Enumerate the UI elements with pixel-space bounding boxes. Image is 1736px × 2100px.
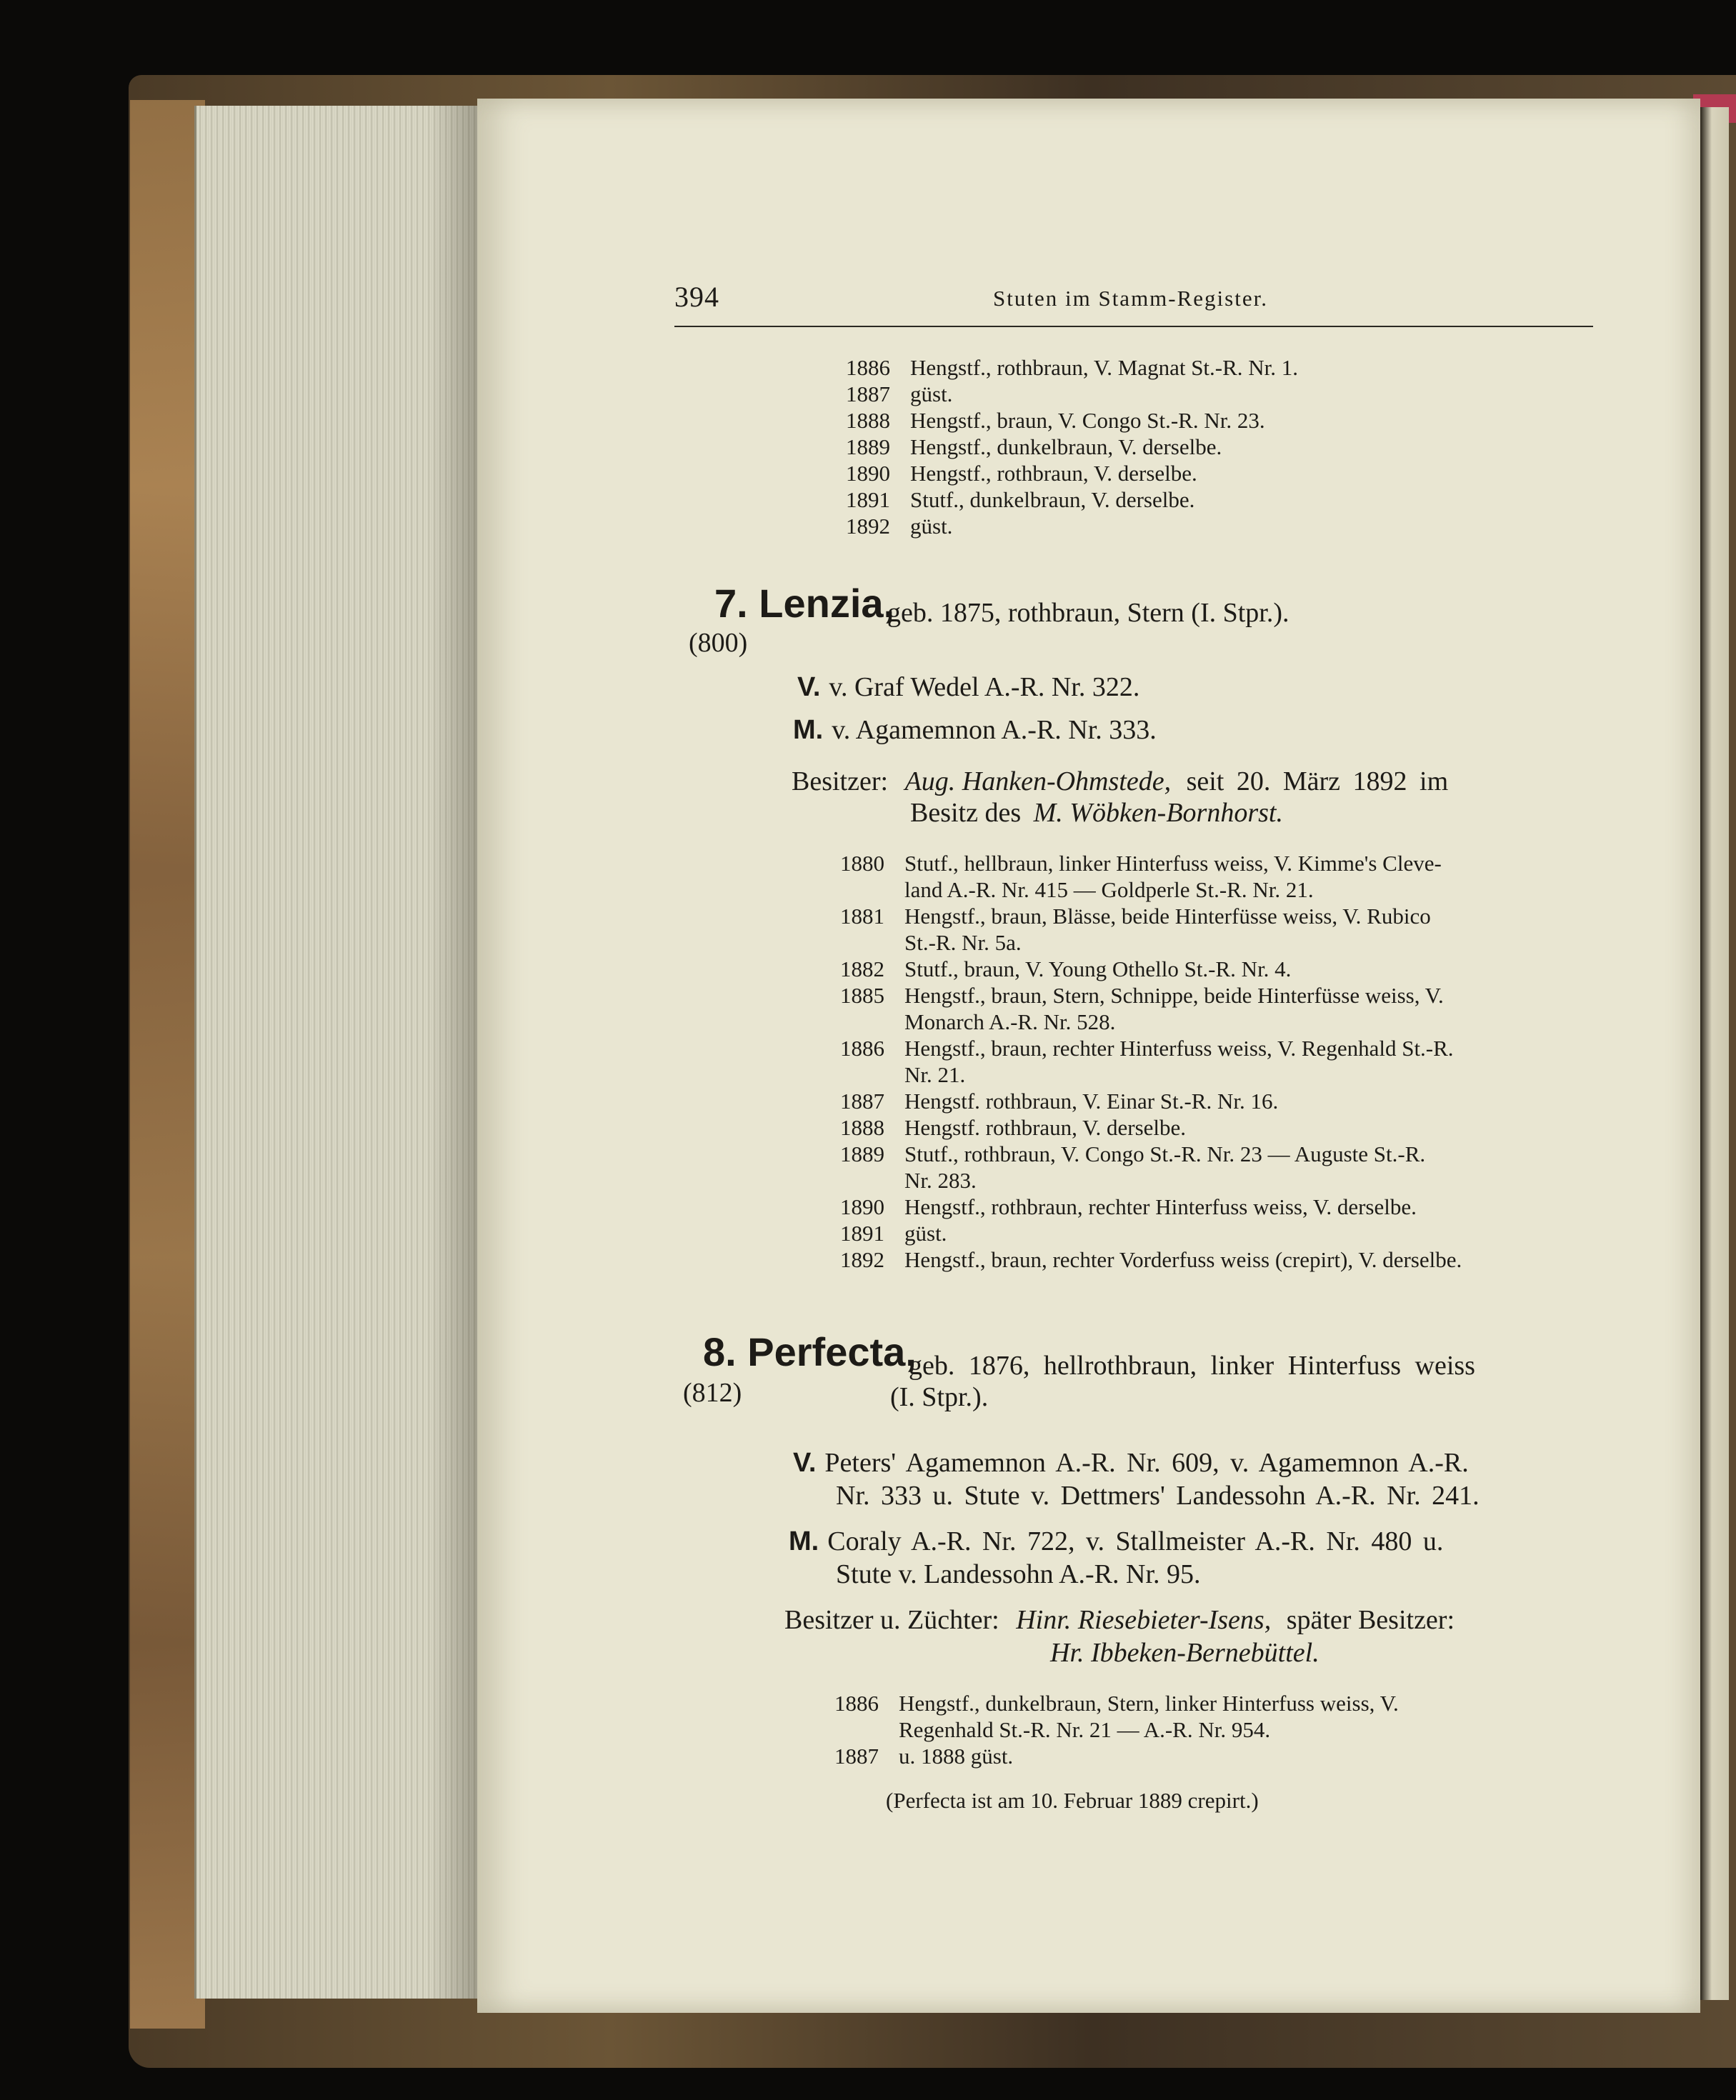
mare-8-description-cont: (I. Stpr.). (890, 1382, 989, 1412)
list-item: 1880 Stutf., hellbraun, linker Hinterfuss weiss, V. Kimme's Cleve- land A.-R. Nr. 415 — Goldperle St.-R. Nr. 21. (840, 851, 1442, 902)
list-item: 1888 Hengstf. rothbraun, V. derselbe. (840, 1115, 1187, 1140)
list-item: 1882 Stutf., braun, V. Young Othello St.-R. Nr. 4. (840, 956, 1292, 981)
mare-7-owner: Besitzer: Aug. Hanken-Ohmstede, seit 20. März 1892 im (792, 766, 1449, 796)
mare-8-dam-line2: Stute v. Landessohn A.-R. Nr. 95. (836, 1559, 1201, 1589)
list-item: 1892 güst. (846, 514, 953, 539)
mare-8-dam: M. Coraly A.-R. Nr. 722, v. Stallmeister A.-R. Nr. 480 u. (789, 1526, 1444, 1556)
mare-7-heading: 7. Lenzia, (714, 581, 895, 626)
running-title: Stuten im Stamm-Register. (993, 286, 1268, 311)
list-item: 1890 Hengstf., rothbraun, V. derselbe. (846, 461, 1197, 486)
mare-7-register-number: (800) (689, 628, 748, 658)
mare-8-register-number: (812) (683, 1378, 742, 1408)
list-item: 1887 güst. (846, 381, 953, 406)
header-rule (674, 326, 1593, 327)
list-item: 1885 Hengstf., braun, Stern, Schnippe, beide Hinterfüsse weiss, V. Monarch A.-R. Nr. 528. (840, 983, 1444, 1034)
list-item: 1886 Hengstf., rothbraun, V. Magnat St.-R. Nr. 1. (846, 355, 1299, 380)
mare-8-description: geb. 1876, hellrothbraun, linker Hinterfuss weiss (909, 1351, 1475, 1381)
list-item: 1887 Hengstf. rothbraun, V. Einar St.-R. Nr. 16. (840, 1089, 1279, 1114)
list-item: 1889 Stutf., rothbraun, V. Congo St.-R. Nr. 23 — Auguste St.-R. Nr. 283. (840, 1141, 1426, 1193)
list-item: 1890 Hengstf., rothbraun, rechter Hinterfuss weiss, V. derselbe. (840, 1194, 1417, 1219)
mare-8-closing-note: (Perfecta ist am 10. Februar 1889 crepirt.) (886, 1788, 1259, 1813)
list-item: 1887 u. 1888 güst. (834, 1744, 1014, 1769)
mare-7-dam: M. v. Agamemnon A.-R. Nr. 333. (793, 715, 1157, 745)
mare-7-owner-line2: Besitz des M. Wöbken-Bornhorst. (910, 798, 1283, 828)
mare-8-foal-list (834, 1690, 1399, 1769)
list-item: 1881 Hengstf., braun, Blässe, beide Hinterfüsse weiss, V. Rubico St.-R. Nr. 5a. (840, 904, 1431, 955)
list-item: 1889 Hengstf., dunkelbraun, V. derselbe. (846, 434, 1222, 459)
mare-8-owner-line2: Hr. Ibbeken-Bernebüttel. (1050, 1638, 1320, 1668)
mare-7-sire: V. v. Graf Wedel A.-R. Nr. 322. (797, 672, 1140, 702)
list-item: 1892 Hengstf., braun, rechter Vorderfuss weiss (crepirt), V. derselbe. (840, 1247, 1462, 1272)
list-item: 1886 Hengstf., dunkelbraun, Stern, linker Hinterfuss weiss, V. Regenhald St.-R. Nr. 21 — A.-R. Nr. 954. (834, 1691, 1399, 1742)
mare-7-description: geb. 1875, rothbraun, Stern (I. Stpr.). (887, 598, 1289, 628)
mare-7-foal-list (840, 850, 1462, 1273)
page-number: 394 (674, 281, 719, 313)
top-entry-list (846, 354, 1298, 539)
mare-8-sire-line2: Nr. 333 u. Stute v. Dettmers' Landessohn A.-R. Nr. 241. (836, 1481, 1480, 1511)
list-item: 1891 güst. (840, 1221, 947, 1246)
mare-8-heading: 8. Perfecta, (703, 1329, 917, 1374)
mare-8-sire: V. Peters' Agamemnon A.-R. Nr. 609, v. Agamemnon A.-R. (793, 1448, 1469, 1478)
list-item: 1886 Hengstf., braun, rechter Hinterfuss weiss, V. Regenhald St.-R. Nr. 21. (840, 1036, 1454, 1087)
list-item: 1891 Stutf., dunkelbraun, V. derselbe. (846, 487, 1195, 512)
list-item: 1888 Hengstf., braun, V. Congo St.-R. Nr. 23. (846, 408, 1265, 433)
mare-8-owner: Besitzer u. Züchter: Hinr. Riesebieter-Isens, später Besitzer: (784, 1605, 1455, 1635)
